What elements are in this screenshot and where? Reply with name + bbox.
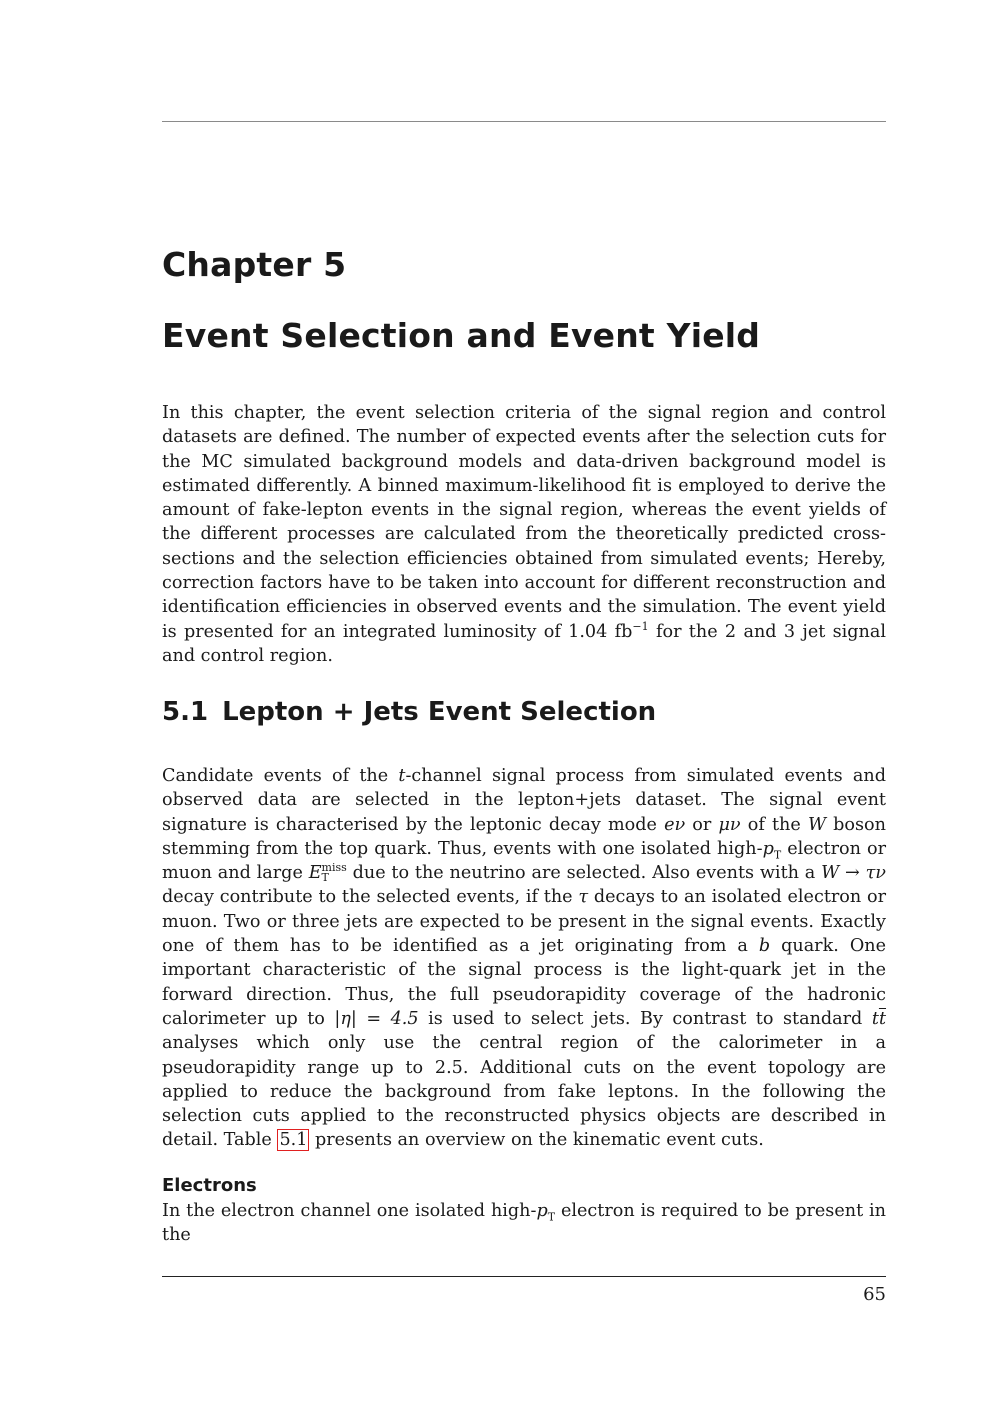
math-e-nu: eν [664,814,686,835]
math-et: E [308,863,322,884]
intro-text: In this chapter, the event selection criteria of the signal region and control datasets are defined. The number of expected events after the selection cuts for the MC simulated background models and data-driven background model is estimated differently. A binned maximum-likelihood fit is employed to derive the amount of fake-lepton events in the signal region, whereas the event yields of the different processes are calculated from the theoretically predicted cross-sections and the selection efficiencies obtained from simulated events; Hereby, correction factors have to be taken into account for different reconstruction and identification efficiencies in observed events and the simulation. The event yield is presented for an integrated luminosity of 1.04 fb [162,403,886,642]
electrons-text-end: electron is required to be present in the [162,1201,886,1246]
sel-text-03: or [685,814,719,835]
footer-rule [162,1276,886,1277]
sel-text-06: electron or muon and large [162,838,886,884]
sel-text-12: analyses which only use the central region of the calorimeter in a pseudorapidity range up to 2.5. Additional cuts on the event topology are applied to reduce the background from fake leptons. In the following the selection cuts applied to the reconstructed physics objects are described in detail. Table [162,1033,886,1151]
section-heading [162,697,656,727]
math-pt-subscript: T [773,848,782,862]
math-pt: p [762,838,774,859]
math-t-quark: t [398,766,406,786]
sel-text-13: presents an overview on the kinematic event cuts. [309,1130,764,1151]
math-eta-cut: |η| = 4.5 [334,1008,419,1029]
header-rule [162,121,886,122]
intro-text-end: for the 2 and 3 jet signal and control region. [162,621,886,666]
math-ttbar-t: t [871,1008,879,1029]
math-pt: p [536,1201,548,1221]
math-w-tau-nu: W → τν [821,863,887,884]
math-tau: τ [578,887,589,908]
sel-text-04: of the [740,814,808,835]
chapter-title: Event Selection and Event Yield [162,316,761,355]
electrons-text-start: In the electron channel one isolated high- [162,1201,537,1221]
math-w-boson: W [807,814,827,835]
math-pt-subscript: T [547,1210,556,1224]
math-et-scripts [322,863,347,883]
sel-text-10: quark. One important characteristic of the signal process is the light-quark jet in the forward direction. Thus, the full pseudorapidity coverage of the hadronic calorimeter up to [162,936,886,1029]
sel-text-05: boson stemming from the top quark. Thus, events with one isolated high- [162,814,886,859]
sel-text-07: due to the neutrino are selected. Also events with a [346,863,822,884]
math-b-quark: b [758,936,771,957]
table-reference-link[interactable]: 5.1 [279,1130,308,1151]
chapter-label: Chapter 5 [162,245,347,284]
sel-text-08: decay contribute to the selected events, if the [162,887,579,908]
electrons-paragraph [162,1199,886,1248]
math-mu-nu: μν [718,814,741,835]
lumi-exponent: −1 [632,619,649,633]
sel-text-02: -channel signal process from simulated events and observed data are selected in the lepton+jets dataset. The signal event signature is characterised by the leptonic decay mode [162,766,886,835]
sel-text-09: decays to an isolated electron or muon. Two or three jets are expected to be present in the signal events. Exactly one of them has to be identified as a jet originating from a [162,887,886,957]
section-title: Lepton + Jets Event Selection [222,697,657,727]
page-number: 65 [863,1284,886,1305]
intro-paragraph [162,401,886,668]
section-number: 5.1 [162,697,209,727]
sel-text-11: is used to select jets. By contrast to standard [418,1008,872,1029]
math-ttbar-tbar: $\overline{t}$ [878,1008,887,1029]
math-et-superscript: miss [321,861,347,875]
math-et-subscript: T [321,871,329,885]
sel-text-01: Candidate events of the [162,766,399,786]
electrons-heading: Electrons [162,1175,257,1196]
selection-paragraph [162,764,886,1153]
